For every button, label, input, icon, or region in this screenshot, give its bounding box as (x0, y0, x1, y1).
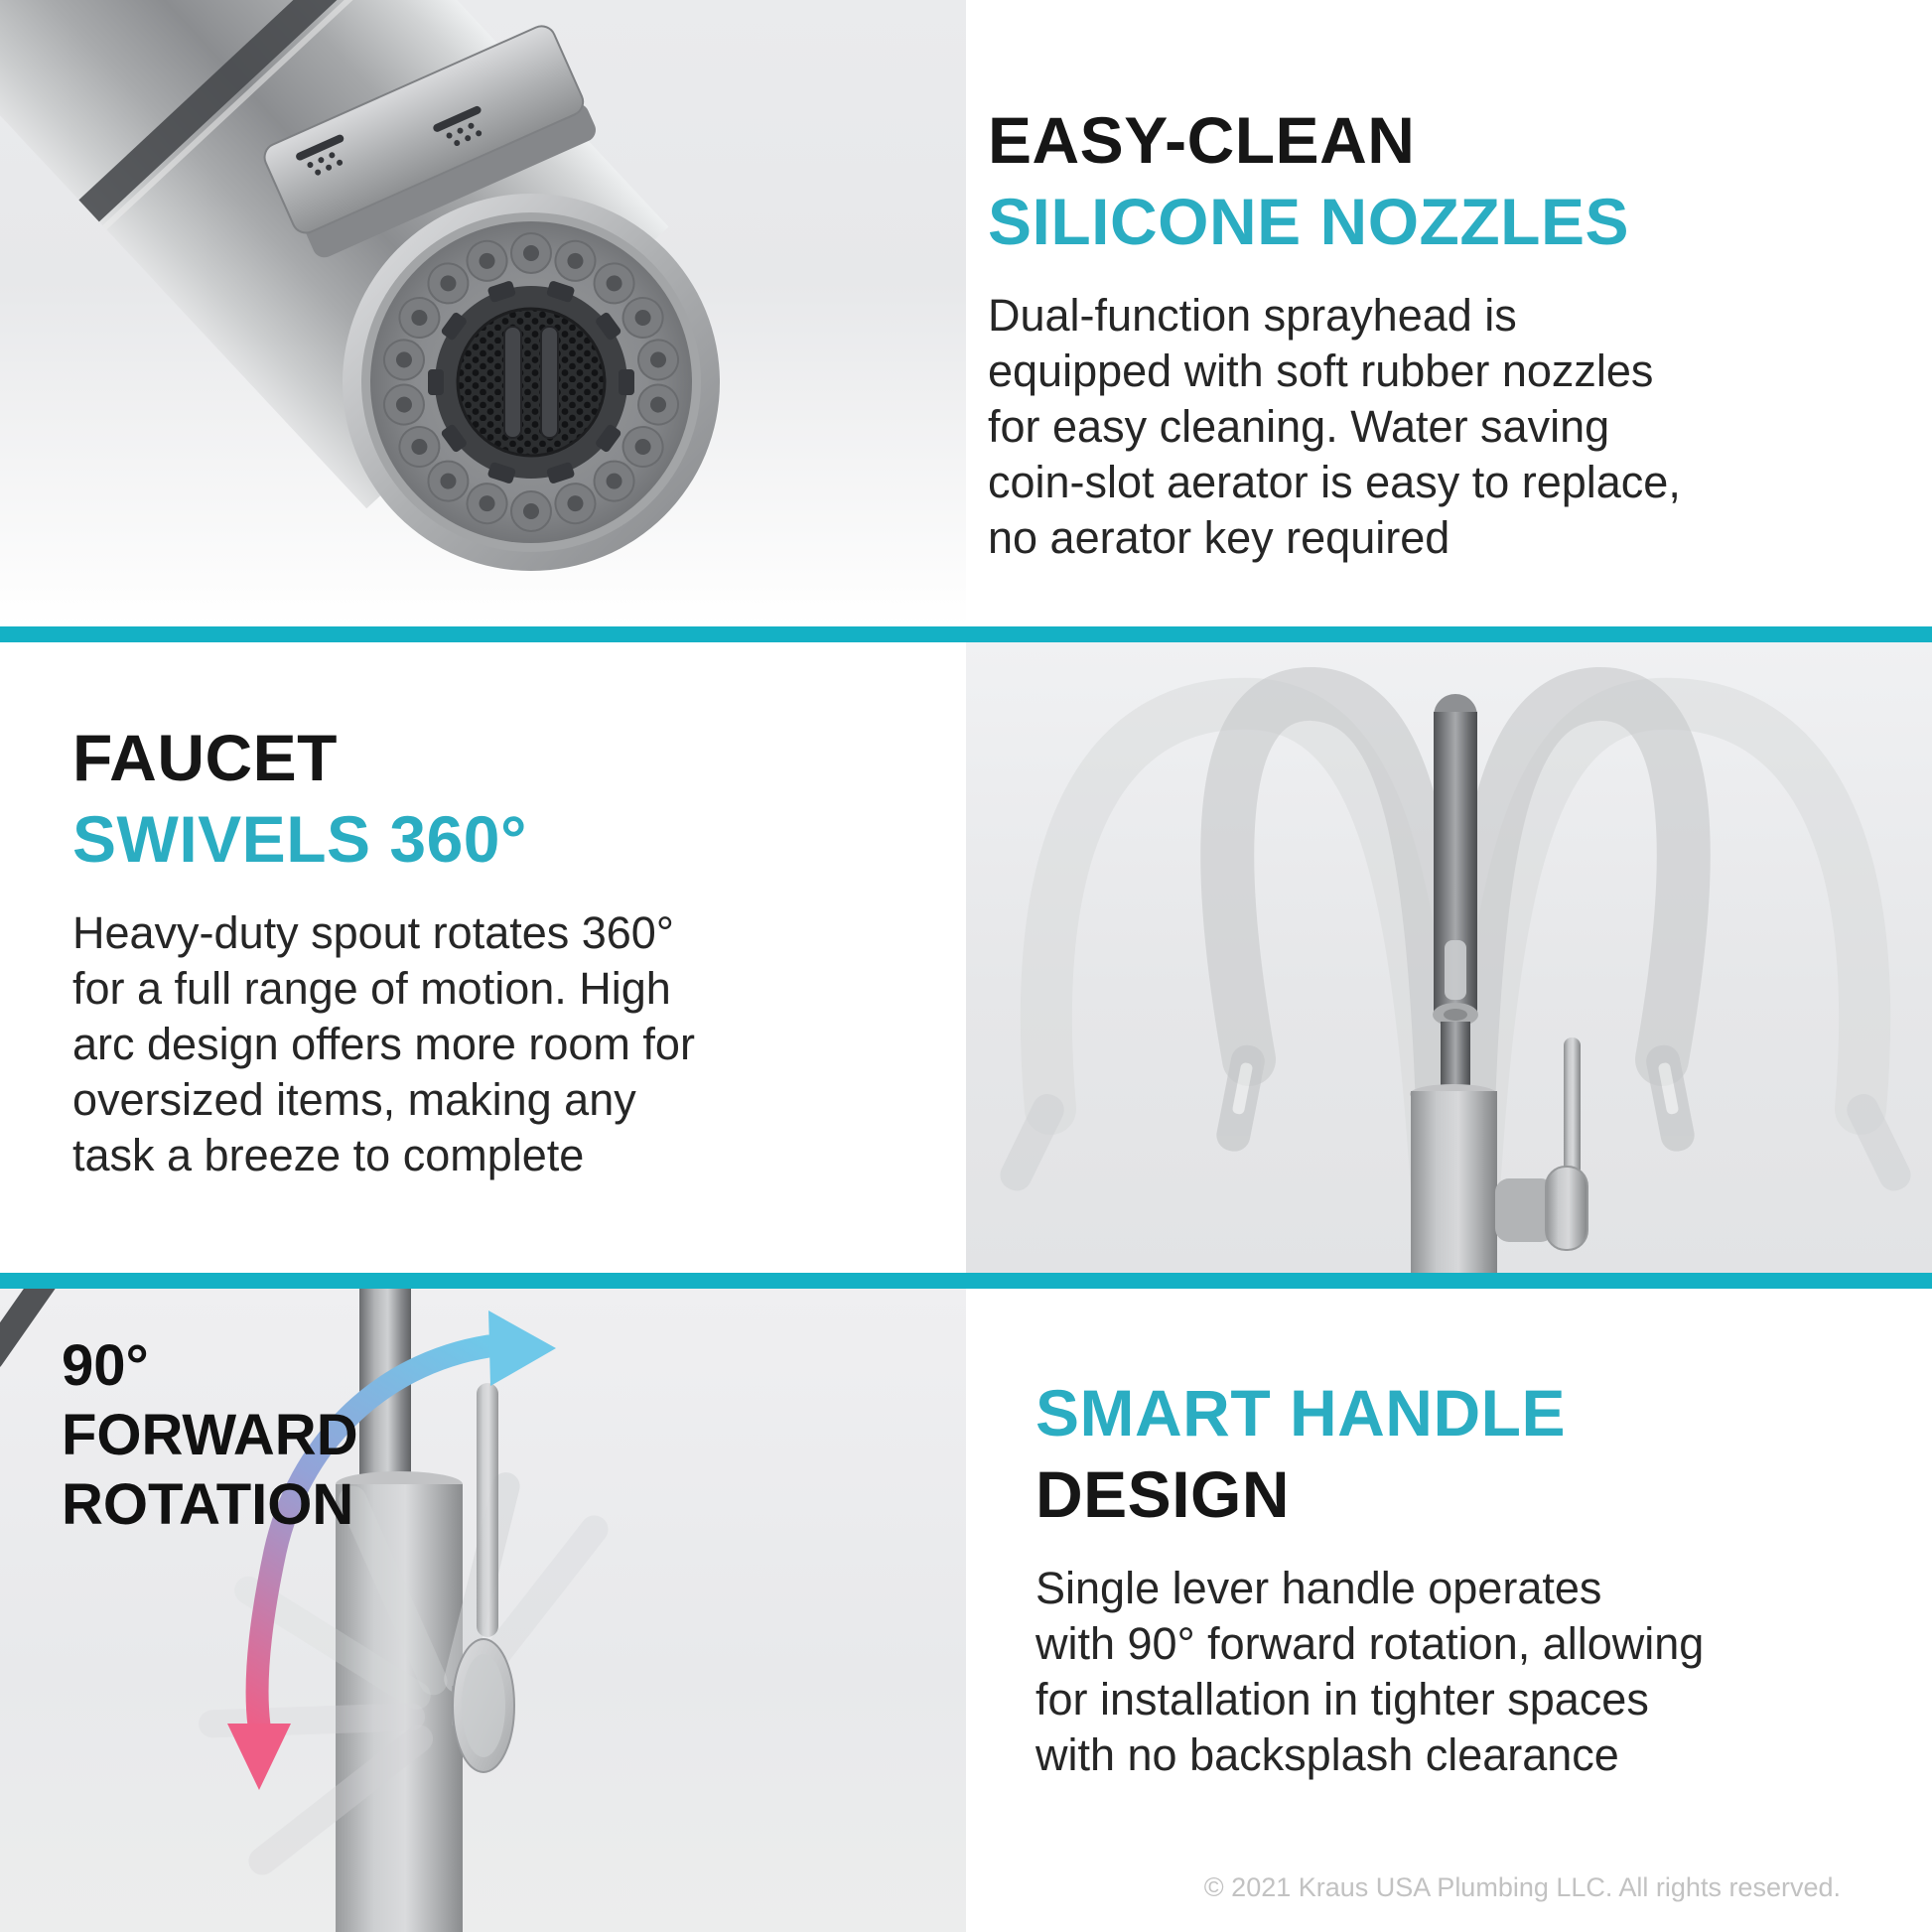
faucet-swivels-title-line2: SWIVELS 360° (72, 802, 527, 876)
handle-end-cap (452, 1639, 514, 1772)
body-line: Dual-function sprayhead is (988, 290, 1517, 341)
nozzle-face (343, 194, 720, 571)
smart-handle-title-line1: SMART HANDLE (1035, 1376, 1566, 1449)
faucet-swivels-title-line1: FAUCET (72, 721, 338, 794)
sprayhead-photo-card (0, 0, 966, 626)
rotation-overlay-label (62, 1331, 358, 1540)
body-line: for installation in tighter spaces (1035, 1674, 1649, 1725)
body-line: equipped with soft rubber nozzles (988, 345, 1654, 396)
handle-upright-rod (477, 1383, 498, 1637)
smart-handle-title-line2: DESIGN (1035, 1457, 1291, 1531)
faucet-swivel-image (966, 642, 1932, 1273)
body-line: for a full range of motion. High (72, 963, 671, 1014)
section-divider-bottom (0, 1273, 1932, 1289)
body-line: for easy cleaning. Water saving (988, 401, 1610, 452)
body-line: no aerator key required (988, 512, 1450, 563)
body-line: with no backsplash clearance (1035, 1729, 1619, 1780)
easy-clean-text-block (988, 99, 1881, 566)
easy-clean-title-line1: EASY-CLEAN (988, 103, 1416, 177)
copyright-notice: © 2021 Kraus USA Plumbing LLC. All rights reserved. (1203, 1872, 1841, 1902)
body-line: with 90° forward rotation, allowing (1035, 1618, 1705, 1669)
rotation-label-line: 90° (62, 1333, 149, 1398)
faucet-swivel-image-card (966, 642, 1932, 1273)
easy-clean-body (988, 288, 1881, 566)
sprayhead-closeup-image (0, 0, 966, 626)
body-line: arc design offers more room for (72, 1019, 695, 1069)
faucet-swivels-body (72, 905, 946, 1183)
rotation-label-line: FORWARD (62, 1403, 358, 1467)
rotation-label-line: ROTATION (62, 1472, 354, 1537)
body-line: Heavy-duty spout rotates 360° (72, 907, 674, 958)
smart-handle-text-block (1035, 1372, 1909, 1783)
smart-handle-body (1035, 1561, 1909, 1783)
body-line: oversized items, making any (72, 1074, 636, 1125)
body-line: task a breeze to complete (72, 1130, 585, 1180)
faucet-swivels-text-block (72, 717, 946, 1183)
body-line: Single lever handle operates (1035, 1563, 1602, 1613)
easy-clean-title-line2: SILICONE NOZZLES (988, 185, 1630, 258)
section-divider-top (0, 626, 1932, 642)
body-line: coin-slot aerator is easy to replace, (988, 457, 1681, 507)
